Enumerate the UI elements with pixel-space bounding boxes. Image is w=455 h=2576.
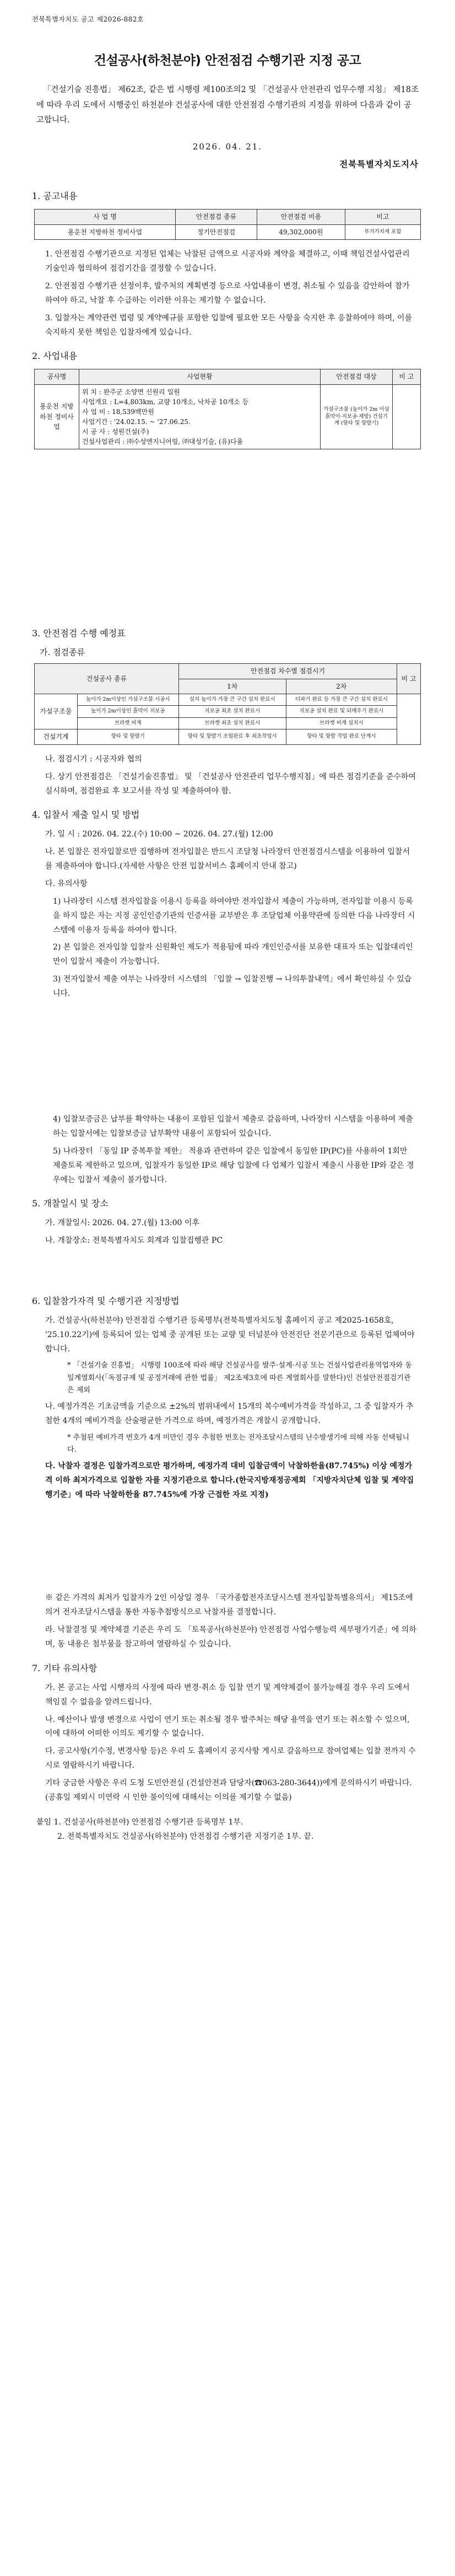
list-item: 가. 건설공사(하천분야) 안전점검 수행기관 등록명부(전북특별자치도청 홈페이지 공고 제2025-1658호, '25.10.22기)에 등록되어 있는 업체 중 공개된 또는 교량 및 터널분야 안전진단 전문기관으로 등록된 업체여야 합니다. [45,1316,415,1354]
table-cell: 가설구조물 (높이가 2m 이상 흙막이·지보공·제방) 건설기계 (항타 및 항발기) [321,384,393,449]
section-5-list [45,1216,416,1248]
section-6-title: 6. 입찰참가자격 및 수행기관 지정방법 [32,1296,180,1307]
table-row [35,729,421,745]
table-header: 공사명 [35,369,79,385]
section-3-table-wrap [34,663,421,745]
table-row [35,717,421,729]
table-cell: 브라켓 비계 설치시 [286,717,397,729]
section-1-table-wrap [34,209,421,240]
section-1-list [45,248,416,340]
list-item: 다. 공고사항(기수정, 변경사항 등)은 우리 도 홈페이지 공지사항 게시로 갈음하므로 참여업체는 입찰 전까지 수시로 열람하시기 바랍니다. [45,1747,416,1770]
list-item: 가. 개찰일시: 2026. 04. 27.(월) 13:00 이후 [45,1219,199,1228]
info-line: 사업기간 : '24.02.15. ~ '27.06.25. [82,417,191,426]
note: * 「건설기술 진흥법」 시행령 100조에 따라 해당 건설공사를 발주·설계·시공 또는 건설사업관리용역업자와 동일계열회사(「독점규제 및 공정거래에 관한 법률」 제2조제3호에 따른 계열회사를 말한다)인 건설안전점검기관은 제외 [67,1361,412,1394]
table-cell: 항타 및 항발기 조립완료 후 최초작업시 [178,729,286,745]
table-header: 안전점검 차수별 점검시기 [178,663,397,679]
list-item: 나. 예산이나 발생 변경으로 사업이 연기 또는 취소될 경우 발주처는 해당 용역을 연기 또는 취소할 수 있으며, 이에 대하여 어떠한 이의도 제기할 수 없습니다. [45,1715,410,1738]
table-header: 비 고 [397,663,421,694]
list-item: 가. 일 시 : 2026. 04. 22.(수) 10:00 ~ 2026. 04. 27.(월) 12:00 [45,830,273,839]
info-line: 위 치 : 완주군 소양면 신원리 일원 [82,388,180,396]
table-cell: 브라켓 최초 설치 완료시 [178,717,286,729]
section-7-list [45,1681,416,1805]
info-line: 건설사업관리 : ㈜수성엔지니어링, ㈜대성기술, (유)다움 [82,437,243,446]
info-line: 사 업 비 : 18,539백만원 [82,407,154,416]
table-row [35,224,421,240]
section-3-title: 3. 안전점검 수행 예정표 [32,627,126,638]
table-header: 비고 [345,209,420,224]
section-6-list [45,1314,416,1502]
section-1-table [34,209,421,240]
table-cell: 가설구조물 [35,694,78,729]
table-header: 사 업 명 [35,209,176,224]
table-header: 1차 [178,679,286,694]
section-1-title: 1. 공고내용 [32,191,78,202]
section-4-list-cont [45,1113,416,1187]
list-item: 1) 나라장터 시스템 전자입찰을 이용시 등록을 하여야만 전자입찰서 제출이 가능하며, 전자입찰 이용시 등록을 하지 않은 자는 지정 공인인증기관의 인증서를 교부받은 후 조달업체 이용약관에 등의한 다음 나라장터 시스템에 이용자 등록을 하여야 합니다. [53,897,415,935]
section-3-list [45,753,416,799]
table-cell: 지보공 최초 설치 완료시 [178,706,286,717]
list-item: 3. 입찰자는 계약관련 법령 및 계약예규를 포함한 입찰에 필요한 모든 사항을 숙지한 후 응찰하여야 하며, 이를 숙지하지 못한 책임은 입찰자에게 있습니다. [45,313,413,337]
table-row [35,706,421,717]
table-header: 2차 [286,679,397,694]
section-5-title: 5. 개찰일시 및 장소 [32,1198,109,1209]
table-cell [79,384,321,449]
spacer [32,1252,423,1285]
list-item: 2) 본 입찰은 전자입찰 입찰자 신원확인 제도가 적용됨에 따라 개인인증서를 보유한 대표자 또는 입찰대리인만이 입찰서 제출이 가능합니다. [53,943,413,967]
attachments [36,1815,423,1844]
list-item: 라. 낙찰결정 및 계약체결 기준은 우리 도 「토목공사(하천분야) 안전점검 사업수행능력 세부평가기준」에 의하며, 동 내용은 첨부물을 참고하여 열람하실 수 있습니다. [45,1625,416,1649]
table-cell: 항타 및 항발기 [77,729,178,745]
table-cell: 터파기 완료 등 가장 큰 구간 설치 완료시 [286,694,397,706]
spacer [32,1005,423,1109]
table-header: 비 고 [393,369,421,385]
list-item: 나. 본 입찰은 전자입찰로만 집행하며 전자입찰은 반드시 조달청 나라장터 안전점검시스템을 이용하여 입찰서를 제출하여야 합니다.(자세한 사항은 안전 입찰서비스 홈페이지 안내 참고) [45,847,410,871]
table-header: 건설공사 종류 [35,663,179,694]
section-2-table [34,369,421,449]
list-item: 다. 유의사항 [45,879,88,888]
attachment-2: 2. 전북특별자치도 건설공사(하천분야) 안전점검 수행기관 지정기준 1부. 끝. [57,1832,314,1842]
section-4-list [45,828,416,1001]
table-cell: 49,302,000원 [257,224,345,240]
table-cell: 높이가 2m이상인 가설구조물 시공시 [77,694,178,706]
spacer [32,457,423,617]
table-cell: 용운천 지방하천 정비사업 [35,224,176,240]
issuer: 전북특별자치도지사 [339,159,419,170]
doc-number: 전북특별자치도 공고 제2026-882호 [32,15,144,23]
list-item: 나. 개찰장소: 전북특별자치도 회계과 입찰집행관 PC [45,1236,223,1246]
table-header: 사업현황 [79,369,321,385]
table-cell [393,384,421,449]
list-item: 다. 낙찰자 결정은 입찰가격으로만 평가하며, 예정가격 대비 입찰금액이 낙찰하한율(87.745%) 이상 예정가격 이하 최저가격으로 입찰한 자를 지정기관으로 합니다.(한국지방재정공제회 「지방자치단체 입찰 및 계약집행기준」에 따라 낙찰하한율 87.745%에 가장 근접한 자로 지정) [45,1461,414,1499]
intro-text: 「건설기술 진흥법」 제62조, 같은 법 시행령 제100조의2 및 「건설공사 안전관리 업무수행 지침」 제18조에 따라 우리 도에서 시행중인 하천분야 건설공사에 대한 안전점검 수행기관의 지정을 위하여 다음과 같이 공고합니다. [36,85,419,125]
section-4-title: 4. 입찰서 제출 일시 및 방법 [32,809,140,820]
spacer [32,1505,423,1588]
section-6-list-cont [45,1591,416,1652]
list-item: 기타 궁금한 사항은 우리 도청 도민안전실 (건설안전과 담당자(☎063-280-3644))에게 문의하시기 바랍니다.(공휴일 제외시 미연락 시 인한 불이익에 대해서는 이의를 제기할 수 없음) [45,1779,412,1802]
section-7-title: 7. 기타 유의사항 [32,1662,98,1673]
table-cell: 부가가치세 포함 [345,224,420,240]
section-3-sub-a: 가. 점검종류 [40,647,85,657]
list-item: 2. 안전점검 수행기관 선정이후, 발주처의 계획변경 등으로 사업내용이 변경, 취소될 수 있음을 감안하여 참가하여야 하고, 낙찰 후 수급하는 이러한 이유는 제기할 수 없습니다. [45,281,410,305]
table-row [35,694,421,706]
table-cell: 브라켓 비계 [77,717,178,729]
section-3-table [34,663,421,745]
notice-date: 2026. 04. 21. [192,141,263,152]
table-cell: 정기안전점검 [176,224,257,240]
table-cell [397,694,421,745]
list-item: 나. 점검시기 : 시공자와 협의 [45,754,142,764]
table-cell: 항타 및 항발 작업 완료 단계시 [286,729,397,745]
info-line: 사업개요 : L=4,803km, 교량 10개소, 낙차공 10개소 등 [82,398,249,406]
list-item: 다. 상기 안전점검은 「건설기술진흥법」 및 「건설공사 안전관리 업무수행지침」에 따른 점검기준을 준수하여 실시하며, 점검완료 후 보고서를 작성 및 제출하여야 함. [45,772,416,796]
list-item: 4) 입찰보증금은 납부를 확약하는 내용이 포함된 입찰서 제출로 갈음하며, 나라장터 시스템을 이용하여 제출하는 입찰서에는 입찰보증금 납부확약 내용이 포함되어 있습니다. [53,1114,413,1138]
list-item: 3) 전자입찰서 제출 여부는 나라장터 시스템의 「입찰 → 입찰진행 → 나의투찰내역」에서 확인하실 수 있습니다. [53,975,412,999]
table-cell: 높이가 2m이상인 흙막이 지보공 [77,706,178,717]
table-cell: 건설기계 [35,729,78,745]
list-item: 5) 나라장터 「동일 IP 중복투찰 제한」 적용과 관련하여 같은 입찰에서 동일한 IP(PC)를 사용하여 1회만 제출토록 제한하고 있으며, 입찰자가 동일한 IP로 해당 입찰에 다 업체가 입찰서 제출시 사용한 IP와 같은 경우에는 입찰서 제출이 불가합니다. [53,1146,414,1184]
list-item: 가. 본 공고는 사업 시행자의 사정에 따라 변경·취소 등 입찰 연기 및 계약체결이 불가능해질 경우 우리 도에서 책임질 수 없음을 알려드립니다. [45,1683,410,1706]
table-cell: 설치 높이가 가장 큰 구간 설치 완료시 [178,694,286,706]
section-2-title: 2. 사업내용 [32,351,78,362]
list-item: 1. 안전점검 수행기관으로 지정된 업체는 낙찰된 금액으로 시공자와 계약을 체결하고, 이때 책임건설사업관리기술인과 협의하여 점검기간을 결정할 수 있습니다. [45,250,410,273]
table-header: 안전점검 대상 [321,369,393,385]
table-cell: 용운천 지방하천 정비사업 [35,384,79,449]
section-2-table-wrap [34,369,421,449]
list-item: ※ 같은 가격의 최저가 입찰자가 2인 이상일 경우 「국가종합전자조달시스템 전자입찰특별유의서」 제15조에 의거 전자조달시스템을 통한 자동추첨방식으로 낙찰자를 결정합니다. [45,1593,413,1617]
list-item: 나. 예정가격은 기초금액을 기준으로 ±2%의 범위내에서 15개의 복수예비가격을 작성하고, 그 중 입찰자가 추첨한 4개의 예비가격을 산술평균한 가격으로 하며, 예정가격은 개찰시 공개합니다. [45,1402,414,1425]
table-row [35,384,421,449]
attachment-1: 붙임 1. 건설공사(하천분야) 안전점검 수행기관 등록명부 1부. [36,1817,243,1827]
page-title: 건설공사(하천분야) 안전점검 수행기관 지정 공고 [94,53,361,68]
note: * 추첨된 예비가격 번호가 4개 미만인 경우 추첨한 번호는 전자조달시스템의 난수발생기에 의해 자동 선택됩니다. [67,1433,410,1454]
info-line: 시 공 사 : 성원건설(주) [82,427,149,436]
table-header: 안전점검 비용 [257,209,345,224]
table-cell: 지보공 설치 완료 및 되메우기 완료시 [286,706,397,717]
table-header: 안전점검 종류 [176,209,257,224]
